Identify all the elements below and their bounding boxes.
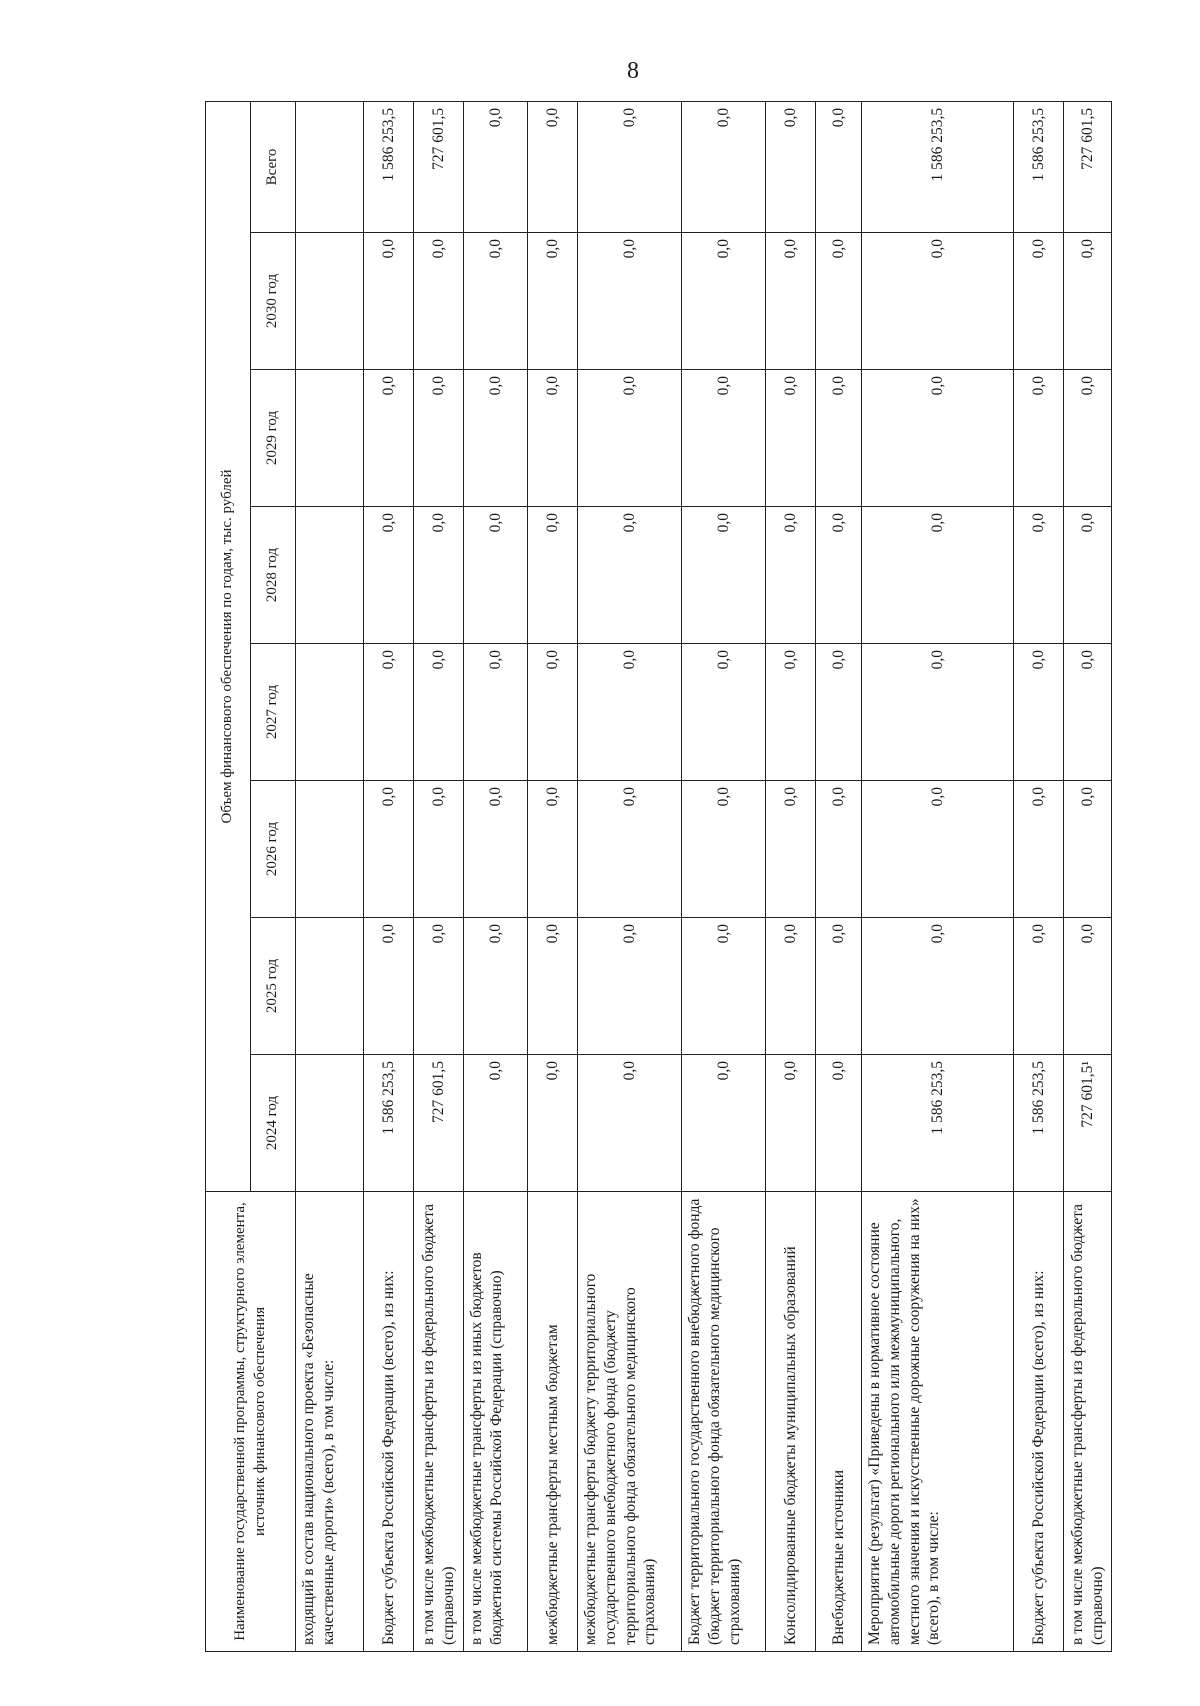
- cell-value: [296, 781, 364, 918]
- cell-value: 0,0: [816, 507, 862, 644]
- year-header-6: 2029 год: [251, 370, 296, 507]
- cell-value: 0,0: [1014, 781, 1064, 918]
- cell-value: 0,0: [464, 370, 528, 507]
- cell-value: 1 586 253,5: [364, 101, 414, 232]
- cell-value: [296, 370, 364, 507]
- cell-value: 0,0: [528, 918, 578, 1055]
- cell-value: 0,0: [414, 781, 464, 918]
- cell-value: 0,0: [816, 918, 862, 1055]
- cell-value: 0,0: [1064, 233, 1112, 370]
- table-row: [364, 101, 414, 1651]
- cell-value: [296, 644, 364, 781]
- year-header-3: 2026 год: [251, 781, 296, 918]
- cell-value: 0,0: [578, 101, 682, 232]
- table-row: [1014, 101, 1064, 1651]
- cell-value: 0,0: [816, 781, 862, 918]
- cell-value: 0,0: [414, 918, 464, 1055]
- name-column-header: Наименование государственной программы, структурного элемента, источник финансового обеспечения: [206, 1192, 296, 1652]
- cell-value: 0,0: [1014, 370, 1064, 507]
- cell-value: 0,0: [816, 370, 862, 507]
- cell-value: 1 586 253,5: [1014, 101, 1064, 232]
- page-number: 8: [627, 58, 639, 84]
- cell-value: 0,0: [1064, 781, 1112, 918]
- row-name: в том числе межбюджетные трансферты из федерального бюджета (справочно): [414, 1192, 464, 1652]
- cell-value: 0,0: [464, 644, 528, 781]
- cell-value: 0,0: [682, 233, 766, 370]
- year-header-8: Всего: [251, 101, 296, 232]
- cell-value: 0,0: [528, 507, 578, 644]
- table-row: [862, 101, 1014, 1651]
- row-name: Внебюджетные источники: [816, 1192, 862, 1652]
- cell-value: 0,0: [528, 781, 578, 918]
- row-name: Бюджет субъекта Российской Федерации (всего), из них:: [364, 1192, 414, 1652]
- table-row: [578, 101, 682, 1651]
- year-header-7: 2030 год: [251, 233, 296, 370]
- cell-value: 0,0: [414, 370, 464, 507]
- cell-value: 0,0: [816, 101, 862, 232]
- cell-value: 0,0: [1064, 644, 1112, 781]
- row-name: Бюджет субъекта Российской Федерации (всего), из них:: [1014, 1192, 1064, 1652]
- financing-table: [205, 101, 1112, 1652]
- table-row: [296, 101, 364, 1651]
- cell-value: 0,0: [578, 1055, 682, 1192]
- cell-value: 727 601,5¹: [1064, 1055, 1112, 1192]
- cell-value: 0,0: [364, 918, 414, 1055]
- table-row: [682, 101, 766, 1651]
- cell-value: 0,0: [464, 507, 528, 644]
- table-row: [1064, 101, 1112, 1651]
- cell-value: 1 586 253,5: [862, 1055, 1014, 1192]
- row-name: в том числе межбюджетные трансферты из федерального бюджета (справочно): [1064, 1192, 1112, 1652]
- cell-value: 0,0: [578, 918, 682, 1055]
- row-name: входящий в состав национального проекта «Безопасные качественные дороги» (всего), в том числе:: [296, 1192, 364, 1652]
- cell-value: 0,0: [816, 1055, 862, 1192]
- cell-value: 0,0: [682, 507, 766, 644]
- table-body: [296, 101, 1112, 1651]
- cell-value: 0,0: [682, 918, 766, 1055]
- cell-value: [296, 1055, 364, 1192]
- cell-value: 0,0: [464, 918, 528, 1055]
- cell-value: 727 601,5: [1064, 101, 1112, 232]
- cell-value: 0,0: [862, 507, 1014, 644]
- cell-value: 0,0: [682, 1055, 766, 1192]
- cell-value: 0,0: [766, 1055, 816, 1192]
- year-header-5: 2028 год: [251, 507, 296, 644]
- cell-value: 0,0: [528, 233, 578, 370]
- cell-value: 0,0: [766, 507, 816, 644]
- cell-value: 0,0: [414, 233, 464, 370]
- cell-value: 1 586 253,5: [364, 1055, 414, 1192]
- cell-value: 0,0: [578, 507, 682, 644]
- cell-value: 0,0: [766, 233, 816, 370]
- cell-value: 0,0: [528, 1055, 578, 1192]
- cell-value: 0,0: [364, 233, 414, 370]
- table-row: [414, 101, 464, 1651]
- table-row: [766, 101, 816, 1651]
- cell-value: 727 601,5: [414, 101, 464, 232]
- cell-value: 0,0: [414, 507, 464, 644]
- cell-value: 0,0: [682, 370, 766, 507]
- cell-value: 0,0: [528, 644, 578, 781]
- cell-value: 0,0: [862, 644, 1014, 781]
- cell-value: 0,0: [464, 781, 528, 918]
- cell-value: 0,0: [862, 781, 1014, 918]
- cell-value: 0,0: [578, 233, 682, 370]
- cell-value: 1 586 253,5: [862, 101, 1014, 232]
- row-name: Бюджет территориального государственного внебюджетного фонда (бюджет территориального фонда обязательного медицинского страхования): [682, 1192, 766, 1652]
- cell-value: 0,0: [682, 101, 766, 232]
- row-name: в том числе межбюджетные трансферты из иных бюджетов бюджетной системы Российской Федерации (справочно): [464, 1192, 528, 1652]
- cell-value: 727 601,5: [414, 1055, 464, 1192]
- cell-value: 0,0: [364, 370, 414, 507]
- cell-value: 0,0: [816, 233, 862, 370]
- cell-value: 0,0: [1064, 918, 1112, 1055]
- cell-value: 0,0: [528, 101, 578, 232]
- cell-value: 0,0: [1064, 507, 1112, 644]
- cell-value: 0,0: [578, 370, 682, 507]
- cell-value: 0,0: [1014, 233, 1064, 370]
- cell-value: 0,0: [862, 918, 1014, 1055]
- cell-value: 0,0: [766, 781, 816, 918]
- year-header-2: 2025 год: [251, 918, 296, 1055]
- cell-value: 0,0: [1064, 370, 1112, 507]
- cell-value: 0,0: [1014, 644, 1064, 781]
- cell-value: 1 586 253,5: [1014, 1055, 1064, 1192]
- cell-value: 0,0: [364, 644, 414, 781]
- cell-value: 0,0: [464, 233, 528, 370]
- row-name: межбюджетные трансферты бюджету территориального государственного внебюджетного фонда (бюджету территориального фонда обязательного медицинского страхования): [578, 1192, 682, 1652]
- cell-value: 0,0: [862, 233, 1014, 370]
- cell-value: 0,0: [862, 370, 1014, 507]
- cell-value: 0,0: [364, 507, 414, 644]
- year-header-4: 2027 год: [251, 644, 296, 781]
- cell-value: 0,0: [816, 644, 862, 781]
- cell-value: [296, 101, 364, 232]
- table-row: [464, 101, 528, 1651]
- year-header-1: 2024 год: [251, 1055, 296, 1192]
- cell-value: 0,0: [528, 370, 578, 507]
- row-name: межбюджетные трансферты местным бюджетам: [528, 1192, 578, 1652]
- cell-value: [296, 233, 364, 370]
- financing-group-header: Объем финансового обеспечения по годам, тыс. рублей: [206, 101, 251, 1191]
- row-name: Мероприятие (результат) «Приведены в нормативное состояние автомобильные дороги регионального или межмуниципального, местного значения и искусственные дорожные сооружения на них» (всего), в том числе:: [862, 1192, 1014, 1652]
- cell-value: 0,0: [578, 781, 682, 918]
- cell-value: 0,0: [414, 644, 464, 781]
- rotated-table-wrapper: [205, 102, 1106, 1652]
- table-row: [528, 101, 578, 1651]
- cell-value: 0,0: [766, 644, 816, 781]
- row-name: Консолидированные бюджеты муниципальных образований: [766, 1192, 816, 1652]
- table-row: [816, 101, 862, 1651]
- cell-value: 0,0: [682, 781, 766, 918]
- cell-value: 0,0: [464, 101, 528, 232]
- cell-value: 0,0: [766, 370, 816, 507]
- cell-value: 0,0: [682, 644, 766, 781]
- cell-value: 0,0: [1014, 507, 1064, 644]
- cell-value: [296, 918, 364, 1055]
- cell-value: 0,0: [766, 101, 816, 232]
- cell-value: 0,0: [1014, 918, 1064, 1055]
- cell-value: 0,0: [364, 781, 414, 918]
- cell-value: 0,0: [578, 644, 682, 781]
- cell-value: 0,0: [766, 918, 816, 1055]
- cell-value: 0,0: [464, 1055, 528, 1192]
- cell-value: [296, 507, 364, 644]
